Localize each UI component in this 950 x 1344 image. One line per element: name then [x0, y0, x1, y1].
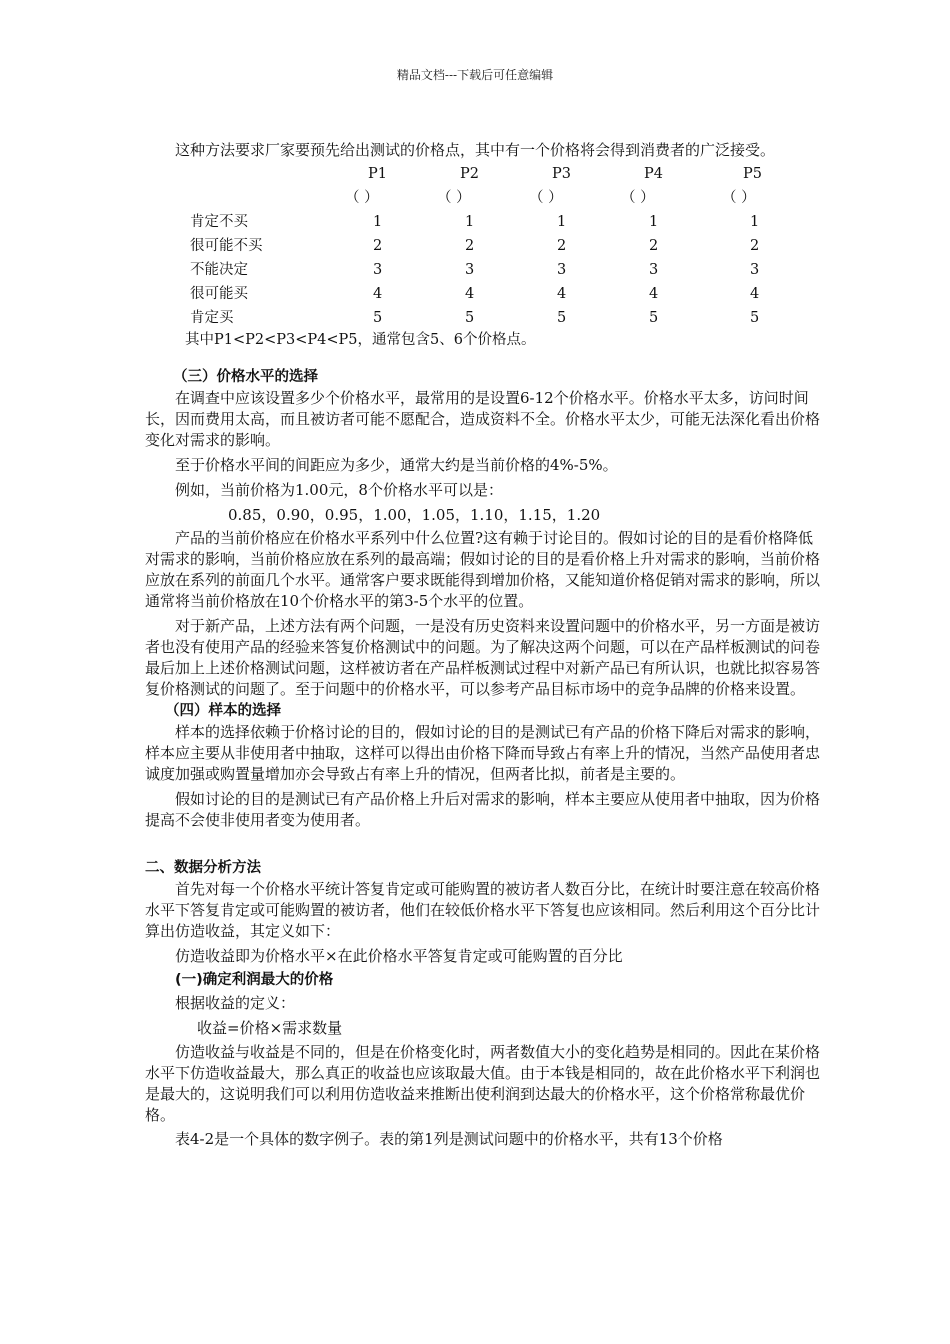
section-4-paragraph-2: 假如讨论的目的是测试已有产品价格上升后对需求的影响，样本主要应从使用者中抽取，因为价格提高不会使非使用者变为使用者。	[145, 790, 821, 829]
col-header-p1: P1	[368, 166, 387, 182]
section-3-heading: （三）价格水平的选择	[173, 369, 318, 385]
scale-value: 1	[557, 214, 567, 230]
revenue-formula: 收益=价格×需求数量	[197, 1019, 343, 1037]
scale-value: 1	[750, 214, 760, 230]
scale-value: 2	[373, 238, 383, 254]
price-level-list: 0.85，0.90，0.95，1.00，1.05，1.10，1.15，1.20	[228, 506, 601, 524]
bracket-p5: （ ）	[722, 190, 756, 206]
section-2-paragraph-4: 仿造收益与收益是不同的，但是在价格变化时，两者数值大小的变化趋势是相同的。因此在某价格水平下仿造收益最大，那么真正的收益也应该取最大值。由于本钱是相同的，故在此价格水平下利润也是最大的，这说明我们可以利用仿造收益来推断出使利润到达最大的价格水平，这个价格常称最优价格。	[145, 1043, 821, 1124]
section-4-paragraph-1: 样本的选择依赖于价格讨论的目的，假如讨论的目的是测试已有产品的价格下降后对需求的影响，样本应主要从非使用者中抽取，这样可以得出由价格下降而导致占有率上升的情况，当然产品使用者忠诚度加强或购置量增加亦会导致占有率上升的情况，但两者比拟，前者是主要的。	[145, 723, 821, 783]
row-label: 很可能不买	[190, 238, 263, 254]
bracket-p4: （ ）	[621, 190, 655, 206]
scale-value: 5	[373, 310, 383, 326]
row-label: 不能决定	[190, 262, 248, 278]
scale-value: 1	[465, 214, 475, 230]
scale-value: 4	[465, 286, 475, 302]
scale-value: 3	[750, 262, 760, 278]
scale-value: 2	[649, 238, 659, 254]
row-label: 肯定买	[190, 310, 234, 326]
col-header-p5: P5	[743, 166, 762, 182]
section-2-paragraph-5: 表4-2是一个具体的数字例子。表的第1列是测试问题中的价格水平，共有13个价格	[175, 1130, 723, 1148]
scale-value: 2	[750, 238, 760, 254]
col-header-p4: P4	[644, 166, 663, 182]
row-label: 肯定不买	[190, 214, 248, 230]
section-3-paragraph-3: 例如，当前价格为1.00元，8个价格水平可以是：	[175, 481, 503, 499]
page-header: 精品文档---下载后可任意编辑	[396, 68, 554, 82]
scale-value: 1	[373, 214, 383, 230]
document-body	[145, 140, 825, 1150]
section-3-paragraph-2: 至于价格水平间的间距应为多少，通常大约是当前价格的4%-5%。	[175, 456, 618, 474]
section-3-paragraph-1: 在调查中应该设置多少个价格水平，最常用的是设置6-12个价格水平。价格水平太多，访问时间长，因而费用太高，而且被访者可能不愿配合，造成资料不全。价格水平太少，可能无法深化看出价格变化对需求的影响。	[145, 389, 821, 449]
scale-value: 5	[649, 310, 659, 326]
scale-value: 3	[373, 262, 383, 278]
scale-value: 2	[465, 238, 475, 254]
section-2-paragraph-3: 根据收益的定义：	[175, 994, 296, 1012]
intro-paragraph: 这种方法要求厂家要预先给出测试的价格点，其中有一个价格将会得到消费者的广泛接受。	[175, 141, 776, 159]
scale-value: 5	[557, 310, 567, 326]
scale-note: 其中P1<P2<P3<P4<P5，通常包含5、6个价格点。	[185, 332, 536, 348]
section-2-paragraph-2: 仿造收益即为价格水平×在此价格水平答复肯定或可能购置的百分比	[175, 947, 623, 965]
price-scale-table	[145, 164, 825, 348]
scale-value: 1	[649, 214, 659, 230]
scale-value: 5	[465, 310, 475, 326]
bracket-p2: （ ）	[437, 190, 471, 206]
scale-value: 4	[557, 286, 567, 302]
col-header-p2: P2	[460, 166, 479, 182]
scale-value: 3	[557, 262, 567, 278]
col-header-p3: P3	[552, 166, 571, 182]
scale-value: 5	[750, 310, 760, 326]
scale-value: 4	[750, 286, 760, 302]
section-3-paragraph-6: 对于新产品，上述方法有两个问题，一是没有历史资料来设置问题中的价格水平，另一方面是被访者也没有使用产品的经验来答复价格测试中的问题。为了解决这两个问题，可以在产品样板测试的问卷最后加上上述价格测试问题，这样被访者在产品样板测试过程中对新产品已有所认识，也就比拟容易答复价格测试的问题了。至于问题中的价格水平，可以参考产品目标市场中的竞争品牌的价格来设置。	[145, 617, 821, 698]
section-2-paragraph-1: 首先对每一个价格水平统计答复肯定或可能购置的被访者人数百分比，在统计时要注意在较高价格水平下答复肯定或可能购置的被访者，他们在较低价格水平下答复也应该相同。然后利用这个百分比计算出仿造收益，其定义如下：	[145, 880, 821, 940]
section-3-paragraph-5: 产品的当前价格应在价格水平系列中什么位置?这有赖于讨论目的。假如讨论的目的是看价格降低对需求的影响，当前价格应放在系列的最高端；假如讨论的目的是看价格上升对需求的影响，当前价格应放在系列的前面几个水平。通常客户要求既能得到增加价格，又能知道价格促销对需求的影响，所以通常将当前价格放在10个价格水平的第3-5个水平的位置。	[145, 529, 821, 610]
bracket-p1: （ ）	[345, 190, 379, 206]
scale-value: 4	[373, 286, 383, 302]
section-4-heading: （四）样本的选择	[165, 703, 281, 719]
section-2-heading: 二、数据分析方法	[145, 860, 261, 876]
row-label: 很可能买	[190, 286, 248, 302]
scale-value: 2	[557, 238, 567, 254]
scale-value: 3	[649, 262, 659, 278]
subsection-heading: (一)确定利润最大的价格	[175, 972, 334, 988]
bracket-p3: （ ）	[529, 190, 563, 206]
scale-value: 3	[465, 262, 475, 278]
scale-value: 4	[649, 286, 659, 302]
